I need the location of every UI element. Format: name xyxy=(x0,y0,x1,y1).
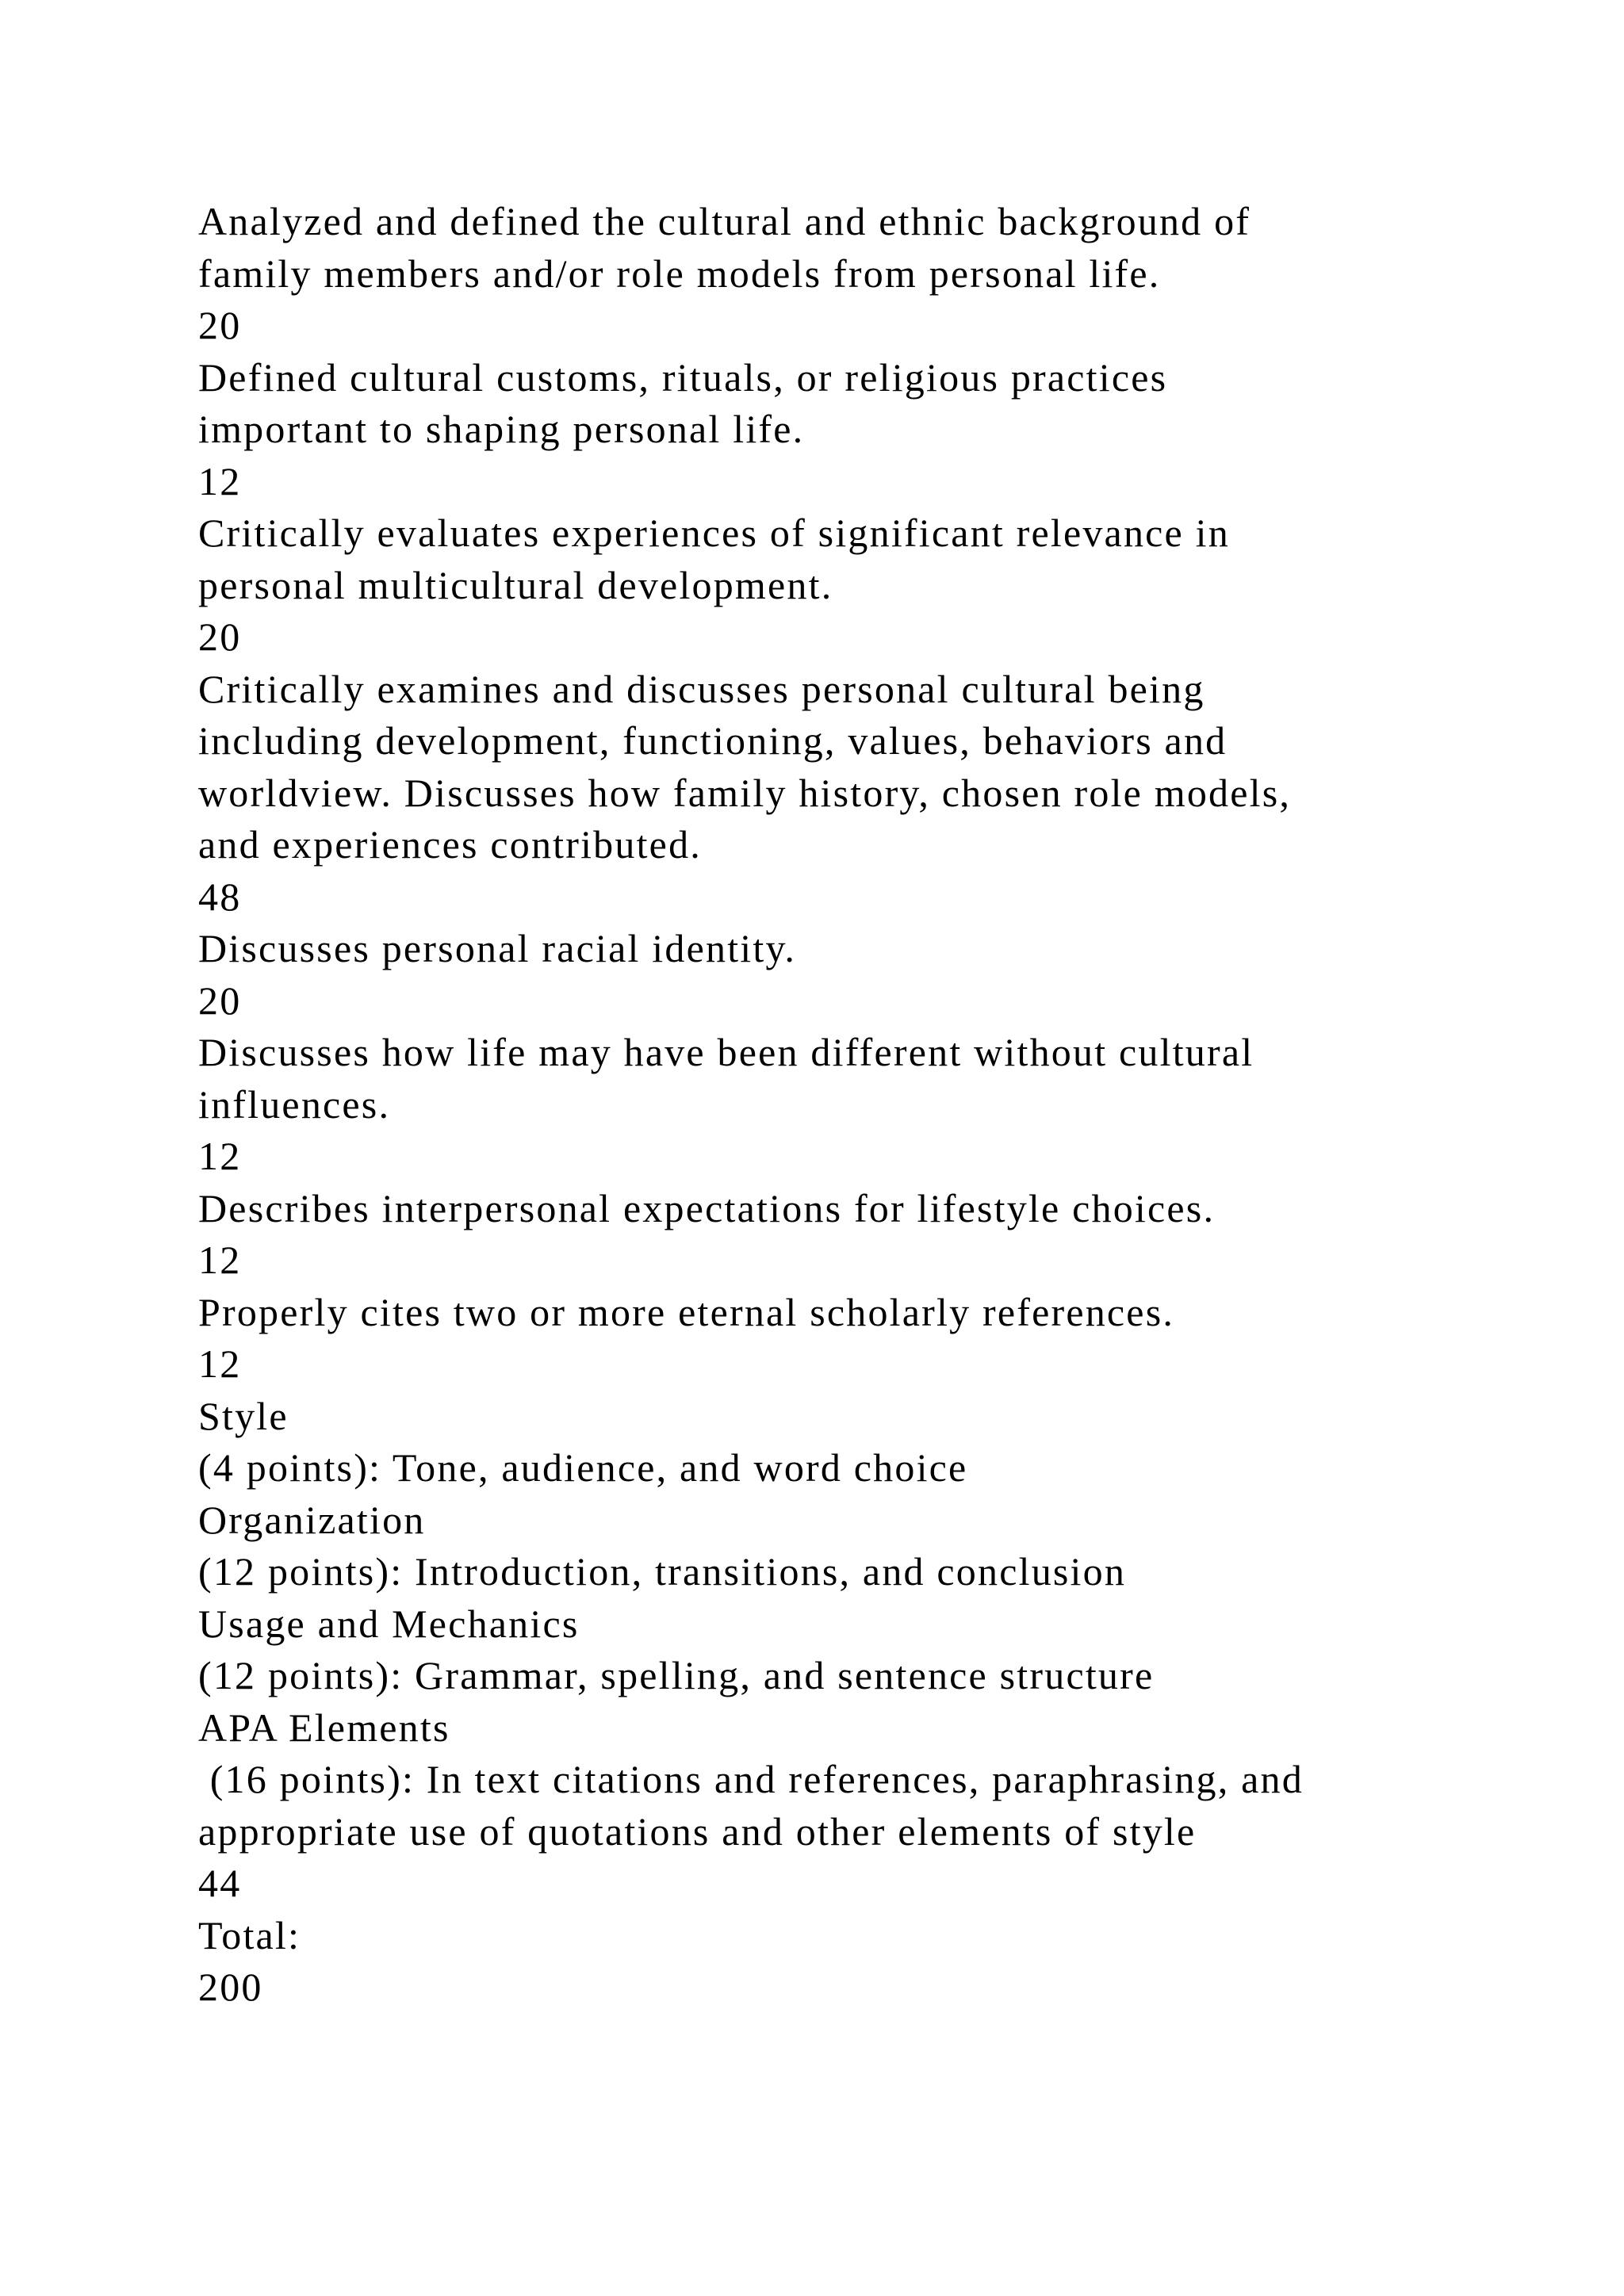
criterion-text: Analyzed and defined the cultural and ethnic background of xyxy=(198,199,1251,243)
criterion-text: influences. xyxy=(198,1081,391,1127)
total-points: 200 xyxy=(198,1965,263,2009)
section-description: (12 points): Grammar, spelling, and sentence structure xyxy=(198,1653,1155,1697)
criterion-text: Critically evaluates experiences of significant relevance in xyxy=(198,511,1230,555)
section-description: (16 points): In text citations and references, paraphrasing, and xyxy=(198,1757,1304,1801)
criterion-text: including development, functioning, values, behaviors and xyxy=(198,718,1228,763)
criterion-points: 12 xyxy=(198,1238,242,1282)
section-heading: APA Elements xyxy=(198,1705,450,1750)
criterion-text: and experiences contributed. xyxy=(198,822,702,867)
section-description: (4 points): Tone, audience, and word choice xyxy=(198,1445,968,1490)
section-description: appropriate use of quotations and other elements of style xyxy=(198,1808,1197,1854)
criterion-text: Critically examines and discusses personal cultural being xyxy=(198,666,1205,711)
criterion-points: 12 xyxy=(198,458,242,503)
criterion-points: 20 xyxy=(198,303,242,347)
criterion-text: Discusses how life may have been different without cultural xyxy=(198,1030,1254,1074)
criterion-text: important to shaping personal life. xyxy=(198,407,805,451)
total-label: Total: xyxy=(198,1912,301,1957)
criterion-text: worldview. Discusses how family history, chosen role models, xyxy=(198,770,1292,815)
criterion-text: Discusses personal racial identity. xyxy=(198,926,797,970)
criterion-text: Describes interpersonal expectations for lifestyle choices. xyxy=(198,1185,1216,1230)
criterion-text: Defined cultural customs, rituals, or religious practices xyxy=(198,354,1168,400)
criterion-points: 44 xyxy=(198,1861,242,1905)
criterion-text: family members and/or role models from personal life. xyxy=(198,251,1161,296)
section-heading: Organization xyxy=(198,1497,426,1542)
criterion-points: 20 xyxy=(198,614,242,659)
criterion-points: 20 xyxy=(198,978,242,1023)
criterion-text: personal multicultural development. xyxy=(198,562,833,607)
section-heading: Usage and Mechanics xyxy=(198,1601,580,1646)
criterion-text: Properly cites two or more eternal scholarly references. xyxy=(198,1289,1175,1334)
section-heading: Style xyxy=(198,1393,289,1438)
criterion-points: 12 xyxy=(198,1134,242,1178)
rubric-text-block xyxy=(198,196,1499,2014)
section-description: (12 points): Introduction, transitions, and conclusion xyxy=(198,1549,1127,1594)
criterion-points: 12 xyxy=(198,1341,242,1386)
criterion-points: 48 xyxy=(198,874,242,919)
